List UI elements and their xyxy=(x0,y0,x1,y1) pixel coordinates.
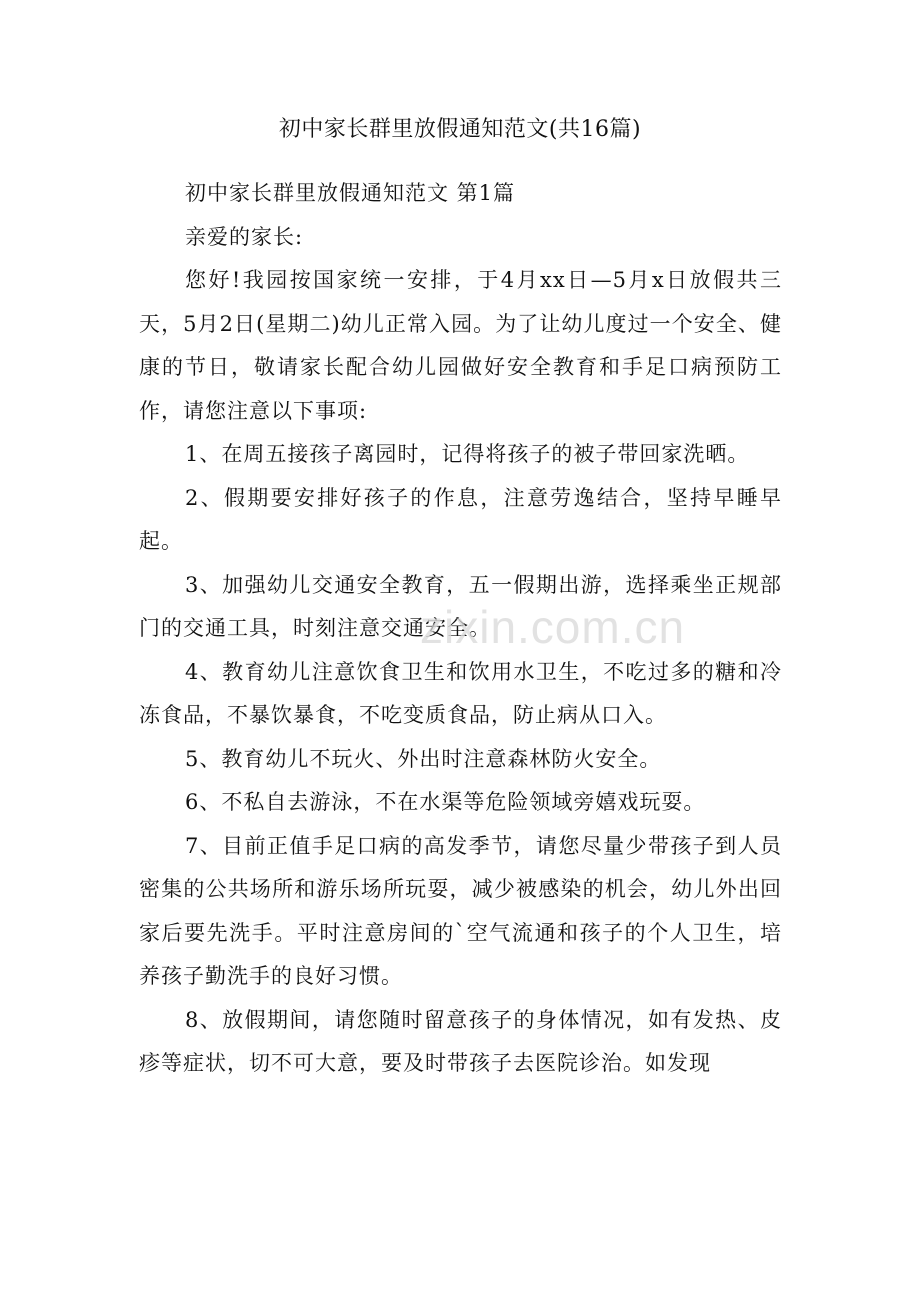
section-heading: 初中家长群里放假通知范文 第1篇 xyxy=(185,181,516,205)
watermark: zixin.com.cn xyxy=(420,601,686,653)
list-item: 7、目前正值手足口病的高发季节，请您尽量少带孩子到人员密集的公共场所和游乐场所玩耍，减少被感染的机会，幼儿外出回家后要先洗手。平时注意房间的`空气流通和孩子的个人卫生，培养孩子勤洗手的良好习惯。 xyxy=(139,833,782,988)
list-item: 4、教育幼儿注意饮食卫生和饮用水卫生，不吃过多的糖和冷冻食品，不暴饮暴食，不吃变质食品，防止病从口入。 xyxy=(139,659,782,727)
paragraph-intro: 您好!我园按国家统一安排，于4月xx日—5月x日放假共三天，5月2日(星期二)幼儿正常入园。为了让幼儿度过一个安全、健康的节日，敬请家长配合幼儿园做好安全教育和手足口病预防工作，请您注意以下事项: xyxy=(139,268,782,423)
list-item: 1、在周五接孩子离园时，记得将孩子的被子带回家洗晒。 xyxy=(185,442,750,466)
document-body xyxy=(139,172,782,1086)
list-item: 5、教育幼儿不玩火、外出时注意森林防火安全。 xyxy=(185,746,662,771)
list-item: 2、假期要安排好孩子的作息，注意劳逸结合，坚持早睡早起。 xyxy=(139,485,782,553)
greeting: 亲爱的家长: xyxy=(185,224,304,249)
list-item: 3、加强幼儿交通安全教育，五一假期出游，选择乘坐正规部门的交通工具，时刻注意交通安全。 xyxy=(139,572,782,640)
list-item: 8、放假期间，请您随时留意孩子的身体情况，如有发热、皮疹等症状，切不可大意，要及时带孩子去医院诊治。如发现 xyxy=(139,1007,782,1075)
list-item: 6、不私自去游泳，不在水渠等危险领域旁嬉戏玩耍。 xyxy=(185,790,706,814)
document-title: 初中家长群里放假通知范文(共16篇) xyxy=(278,117,642,142)
